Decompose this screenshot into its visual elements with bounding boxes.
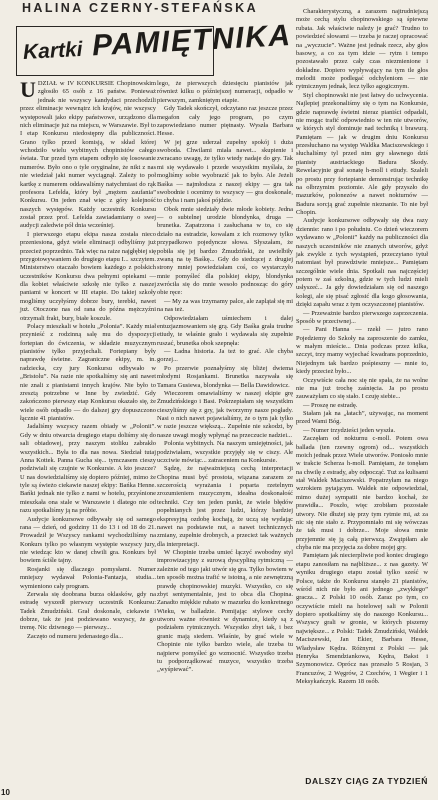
paragraph: Polonia wybitnych. Na naszym umiejętności, jak podziwiałam, wszystkie przyjęły się w ciszy. Ale uczciwie mówiąc... zatraceniem na Konkursie. [157,440,293,464]
paragraph: Oczywiście cała noc się nie spała, że na wolne nie ma już trochę zaśnięcia. Ja po prostu zauważyłam co się stało. I czuję siebie... [296,376,428,401]
continuation-note: DALSZY CIĄG ZA TYDZIEŃ [305,776,428,786]
title-prefix: Kartki [22,37,84,64]
paragraph: Jadaliśmy wszyscy razem obiady w „Polonii”. Gdy w dniu otwarcia drugiego etapu doliśmy się do sali obiadowej, przy naszym stoliku zabrakło wszystkich... Była to dla nas nowa. Siedział tutaj Anna Kottek. Panna Gucha się... tymczasem cieszy podziwiali się czujnie w Konkursie. A kto jeszcze? U nas dowiedzialiśmy się dopiero później, mimo że tyle są świeżo ciekawie naszej ekipy: Bańka Henne. Bańki jednak nie tylko z nami w hotelu, przyśnione mieszkała ona stale w Warszawie i dlatego nie od razu spotkaliśmy ją na próbie. [20,423,156,515]
paragraph: Obok mnie siedziały dwie młode kobiety. Jedna — o subtelnej urodzie blondynka, druga — brunetka. Zapatrzona i zasłuchana w to, co się działo na estradzie, kowalam z ich rozmowy tylko przypadkowo pojedyncze słowa. Słyszałam, że pobiła się jej bardzo Żmudziński, że uwielbiły zwaną na tę Baśkę... Gdy do siedzącej z drugiej strony mniej powiedziałam coś, co wystarczyło mnie pomyśleć dla polskiej ekipy, blondynka zwróciła się do mnie wesoło podnosząc do góry obie ręce: [157,205,293,297]
paragraph: W jej grze uderzał zupełny spokój i duża swoboda. Chwilami miała nawet... skupienie i zwracano uwagę, że tylko wtedy nadaje do gry. Tak mi się wydawało i przede wszystkim myślała, że mogliśmy sobie wyobrazić jak to było. Ale Jeżeli Baśka — najmłodsza z naszej ekipy — gra tak swobodnie i ocenimy to wszyscy — gra doskonale, to chyba i nam jakoś pójdzie. [157,138,293,205]
paragraph: — Pani Hanna — rzekł — jutro rano Pojedziemy do Szkoły na zaproszenie do zamku, w małym mieście... Dnia podczas przez kilka, szczyt, trzy mamy wyjechać kwadrans poprzednio, Niejednym tak bardzo pośpieszny — mnie to, kiedy przecież było... [296,326,428,376]
article-author: HALINA CZERNY-STEFAŃSKA [22,1,258,15]
paragraph: — Przeważnie bardzo pierwszego zaprzeczenia. Sposób w przeciwnej... [296,309,428,325]
paragraph: Odpowiedziałam uśmiechem i dalej entuzjazmowaniem się grą. Gdy Baśka grała trudne etiudy, te właśnie grało i wydawała się zupełnie ruszać, brunetka obok szepnęła: [157,314,293,347]
paragraph: W Chopinie trzeba umieć łączyć swobodny styl improwizacyjny z surową dyscypliną rytmiczną — zależnie od tego jaki utwór się gra. Tylko bowiem w ten sposób można trafić w istotną, a nie zewnętrzną prawdę chopinowskiej muzyki. Wszystko, co się zbyt sentymentalnie, jest to obca dla Chopina. Zanadto miękkie rubato w mazurku do konkretnego Wieku, w balladzie. Pomijając stylowe cechy utworu ważne również w dynamice, kiedy są z podziałem rytmicznych. Wszystko zbyt tak, i bez granic mają siedem. Właśnie, by grać wiele w Chopinie nie tylko bardzo wiele, ale trzeba tu najpierw pomyśleć go wzmocnić. Wszystko trzeba tu podporządkować muzyce, wszystko trzeba „wyśpiewać”. [157,549,293,674]
paragraph: lego, że pierwszych dziesięciu pianistów jak również kilku o późniejszej numeracji, odpadło w pierwszym, zamkniętym etapie. [157,80,293,104]
paragraph: Pamiętam jak niecierpliwie pod koniec drugiego etapu zanosiłam na najbliższe... z nas gazety. W wyniku drugiego etapu został tylko sześć w Polsce, także do Konkursu stanęło 21 pianistów, wśród nich nie było ani jednego „zwykłego” gracza... Z Polski 10 osób. Zaraz po tym, co oczywiście mieli na hotelowej sali w Polonii dopiero spotkaliśmy się do naszego Konkursu... Wszyscy grali w gronie, w których piszemy największe... z Polski: Tadek Żmudziński, Waldek Maciszewski, Jan Ekier, Barbara Hesse, Władysław Kędra. Różnymi z Polski — jak Henryka Smendziankowa, Kędra, Bakst i Szymonowicz. Oprócz nas przeszło 5 Rosjan, 3 Francuzów, 2 Węgrów, 2 Czechów, 1 Wegier i 1 Meksykańczyk. Razem 18 osób. [296,552,428,685]
title-main: PAMIĘTNIKA [91,18,293,63]
paragraph: Sądzę, że najważniejszą cechą interpretacji Chopina musi być prostota, wiązana zarazem ze szczerością wyrażania i poparta rzetelnym zrozumieniem muzycznym, ideałna doskonałość techniki. Czy ten jeden punkt, że wiele błędów popełnianych jest przez ludzi, którzy bardziej ekspresyjną ozdobę kochają, że uczą się wydając nawet na podstawie nut, a nawet technicznych zmiany, zupełnie drobnych, a przecież tak ważnych dla interpretacji. [157,465,293,548]
paragraph: Po przerwie poznałyśmy się bliżej dwiema młodymi Rosjankami. Brunetka nazywała się Tamara Gusiewa, blondynka — Bella Dawidowicz. [157,364,293,389]
paragraph: — Proszę ne estradę. [303,401,358,409]
paragraph: UDZIAŁ w IV KONKURSIE Chopinowskim zgłosiło 65 osób z 16 państw. Ponieważ jednak nie wszyscy kandydaci przechodzili przez eliminacje wewnątrz ich krajów, nie wszyscy występowali jako ekipy państwowe, urządzono dla nich eliminacje już na miejscu, w Warszawie. Był to I etap Konkursu niedostępny dla publiczności. Grano tylko przed komisją, w skład której wchodziło wielu wybitnych chopinistów całego świata. Tur przed tym etapem odbyło się losowanie numerów. Było ono o tyle oryginalne, że nikt z nas nie wiedział jaki numer wyciągnął. Zależy to poł kartkę z numerem oddawaliśmy natychmiast do rąk profesora Lefelda, który był „mężem zaufania” Konkursu. On jeden znał więc z góry kolejność naszych występów. Każdy uczestnik Konkursu został przez prof. Lefelda zawiadamiany o swej audycji zaledwie pół dnia wcześniej. [20,77,156,230]
paragraph: Audycje konkursowe odbywały się od samego rana — dzień, od godziny 11 do 13 i od 18 do 21. Prowadził je Wszyscy rankami wychodziliśmy na Konkurs tylko po własnym występie wszyscy jury, nie wiedząc kto w danej chwili gra. Konkurs był bowiem ściśle tajny. [20,515,156,565]
paragraph: — My za was trzymamy palce, ale zaplątał się mi na nas też. [157,297,293,314]
title-text [22,16,293,73]
paragraph: — Numer trzydzieści jeden wyszła. [303,426,396,434]
paragraph: Styl chopinowski nie jest łatwy do uchwycenia. Najlepiej przekonaliśmy się o tym na Konkursie, gdzie naprawdę świetni nieraz pianiści odpadali, nie mogąc trafić odpowiednio w ten nie utworów, w których styl dominuje nad techniką i brawurą. Pamiętam — jak w drugim dniu Konkursu przesłuchano na występ Waldka Maciszewskiego i słuchaliśmy tyl przed nim gry sławnego dziś pianisty austriackiego Badura Skody. Rewelacyjnie grał sonatę h-moll i etiudy. Szaleli po prostu przy fortepianie demonstrując technikę na olbrzymim poziomie. Ale gdy przyszło do mazurków, polonezów a nawet nokturnów — Badura sorcją grać zupełnie nieznanie. To nie był Chopin. [296,91,428,216]
paragraph: Gdy Tadek skończył, odczytano raz jeszcze przez megafon cały jego program, po czym zapowiedziano numer piętnasty. Wyszła Barbara Hesse. [157,105,293,138]
text-column-2 [157,80,293,675]
text-column-3 [296,8,428,686]
paragraph: Rosjanki się dlaczego pomysłami. Numer mniejszy wydawał Polonia-Fantazja, studia... wymieniono cały program. [20,565,156,590]
paragraph: Zerwała się doobrana burza oklasków, gdy na estradę wyszedł pierwszy uczestnik Konkursu: Tadek Żmudziński. Grał doskonale, ciekawie i dobrze, tak że jest podziewano wszyscy, że go tremę. Nic dziwnego — pierwszy... [20,590,156,632]
article-title [16,18,293,76]
paragraph: — Ładna historia. Ja też to grać. Ale chyba gorzej... [157,348,293,364]
paragraph: Polacy mieszkali w hotelu „Polonia”. Każdy miał przynieść z rodzinną salę mu do dyspozycji fortepian do ćwiczenia, w składzie muzycznym pianistów tylko przyjechali. Fortepiany były naprawdę świetne. Zagraniczne ekipy, m. in. radziecka, czy jury Konkursu odbywało w „Bristolu”. Na razie nie spotkaliśmy się ani nawet nie znali z pianistami innych krajów. Nie było to zresztą potrzebne w Inne by zwiedzić. Gdy zakończono pierwszy etap Konkursu okazało się, że wiele osób odpadło — do dalszej gry dopuszczono łącznie 41 pianistów. [20,322,156,422]
paragraph: Audycje konkursowe odbywały się dwa razy dziennie: rano i po południu. Co dzień wieczorem wydawano w „Polonii” każdy na publiczności dla naszych uczestników nie znanych utworów, gdyż jak zwykle z tych wystąpień, przeczytano tytuł natomiast był prawdziwie mniejsze... Pamiętam szczególnie wiele dnia. Spotkali nas najczęściej potem w zaś szkolną, gdzie w tych ludzi mieli usłyszeć... Ja gdy dowiedziałam się od naszego kolegi, ale się pisać zgłosić dla kogo głosowania, dzięki zapału wraz z tym oczyszczonej pianistów. [296,217,428,309]
text-column-1 [20,77,156,641]
paragraph: Zaczęłam od nokturnu c-moll. Potem owa ballada (ten rzewny ogrom) od... wszystkich moich jednak przez Wiele utworów. Poniosło mnie w trakcie Scherza h-moll. Pamiętam, że tonęłam na chwilę z estrady, aby odpocząć. Tuż za kulisami stał Waldek Maciszewski. Popatrzyłam na niego wzrokiem pytającym. Waldek nie odpowiedział, mimo dużej sympatii nie bardzo kochał, że prawidła... Poszło, więc zrobiłam pozostałe utwory. Nie dłużej się przy tym rytmie mi, aż za nic się nie stało z. Przypomniało mi się wówczas że tak musi i dobrze... Moje słowa mnie przyjemnie się ją całą pierwszą. Zwątpiłam ale chyba nie ma przyjęcia za dobre mojej gry. [296,435,428,551]
paragraph: Stałam jak na „łatach”, używając, na moment przed Wami Bóg. [296,410,428,426]
paragraph: Zaczęto od numeru jedenastego dla... [27,632,123,640]
paragraph: I pierwszego etapu ekipa nasza została nieco przeniesiona, gdyż wiele eliminacji odbyliśmy już przecież poprzednio. Tak więc na raize najgłębiej się przygotowywaniem do drugiego etapu I... szczytem. Ministerstwo otaczało bowiem każdego z polskich uczestników Konkursu dwa pełnymi opiekami — dla kobiet właściwie szkołę nie tylko z naszej paniami w koncert w III etapie. Do takiej szkoły mogliśmy uczyłyśmy dobrze bury, terebki, nawet już. Otoczone nas od rana do późna mężczyźni otrzymali frakt, bury, białe koszule. [20,230,156,322]
drop-cap: U [20,77,36,102]
paragraph: Wieczorem omawialiśmy w naszej ekipie grę Żmudzińskiego i Basi. Pokrzepiałam się wszystkim cieszyliśmy się z gry, jak tworzymy nasze pogłady. Nasi o nich nawet pojawialiśmy, że o tym jak tylko w razie jeszcze większą... Zupełnie nie szkodzi, by nasze uwagi mogły wpłynąć na przeczucie nadziei... [157,389,293,439]
paragraph: Charakterystyczną, a zarazem najtrudniejszą może cechą stylu chopinowskiego są śpiewne rubata. Jak właściwie należy je grać? Trudno to powiedzieć słowami — trzeba je raczej opracować na „wyczucie”. Ważne jest jednak rzecz, aby głos basowy, a co za tym idzie — rytm i tempo pozostawało przez cały czas niezmienione i dokładne. Dopiero wypływający na tym tle głos melodii może podlegać odchyleniom — nie rytmicznym jednak, lecz tylko agogicznym. [296,8,428,91]
page-number: 10 [1,788,10,797]
